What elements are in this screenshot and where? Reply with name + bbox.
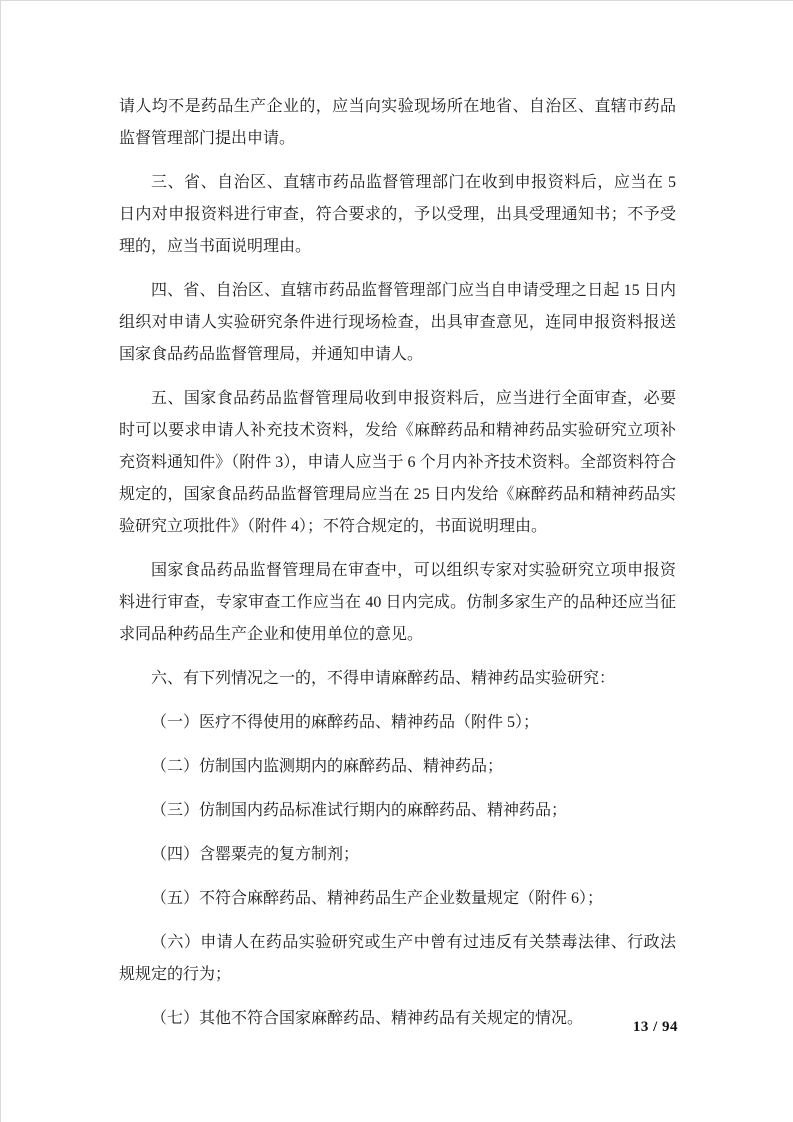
clause-paragraph: 五、国家食品药品监督管理局收到申报资料后，应当进行全面审查，必要时可以要求申请人补充技术资料，发给《麻醉药品和精神药品实验研究立项补充资料通知件》（附件 3），申请人应当于 6 个月内补齐技术资料。全部资料符合规定的，国家食品药品监督管理局应当在 25 日内发给《麻醉药品和精神药品实验研究立项批件》（附件 4）；不符合规定的，书面说明理由。 — [119, 390, 676, 535]
list-item: （一）医疗不得使用的麻醉药品、精神药品（附件 5）； — [151, 714, 540, 731]
page-number: 13 / 94 — [632, 1019, 678, 1035]
clause-paragraph: 六、有下列情况之一的，不得申请麻醉药品、精神药品实验研究： — [151, 670, 616, 687]
clause-paragraph: 四、省、自治区、直辖市药品监督管理部门应当自申请受理之日起 15 日内组织对申请人实验研究条件进行现场检查，出具审查意见，连同申报资料报送国家食品药品监督管理局，并通知申请人。 — [119, 282, 676, 363]
paragraph: 国家食品药品监督管理局在审查中，可以组织专家对实验研究立项申报资料进行审查，专家审查工作应当在 40 日内完成。仿制多家生产的品种还应当征求同品种药品生产企业和使用单位的意见。 — [119, 562, 676, 643]
list-item: （六）申请人在药品实验研究或生产中曾有过违反有关禁毒法律、行政法规规定的行为； — [119, 934, 676, 983]
list-item: （七）其他不符合国家麻醉药品、精神药品有关规定的情况。 — [151, 1010, 584, 1027]
paragraph: 请人均不是药品生产企业的，应当向实验现场所在地省、自治区、直辖市药品监督管理部门提出申请。 — [119, 98, 676, 147]
list-item: （二）仿制国内监测期内的麻醉药品、精神药品； — [151, 758, 504, 775]
clause-paragraph: 三、省、自治区、直辖市药品监督管理部门在收到申报资料后，应当在 5 日内对申报资料进行审查，符合要求的，予以受理，出具受理通知书；不予受理的，应当书面说明理由。 — [119, 174, 676, 255]
list-item: （三）仿制国内药品标准试行期内的麻醉药品、精神药品； — [151, 802, 568, 819]
document-page — [1, 1, 793, 1122]
list-item: （五）不符合麻醉药品、精神药品生产企业数量规定（附件 6）； — [151, 890, 604, 907]
list-item: （四）含罂粟壳的复方制剂； — [151, 846, 360, 863]
document-body — [119, 91, 676, 1047]
